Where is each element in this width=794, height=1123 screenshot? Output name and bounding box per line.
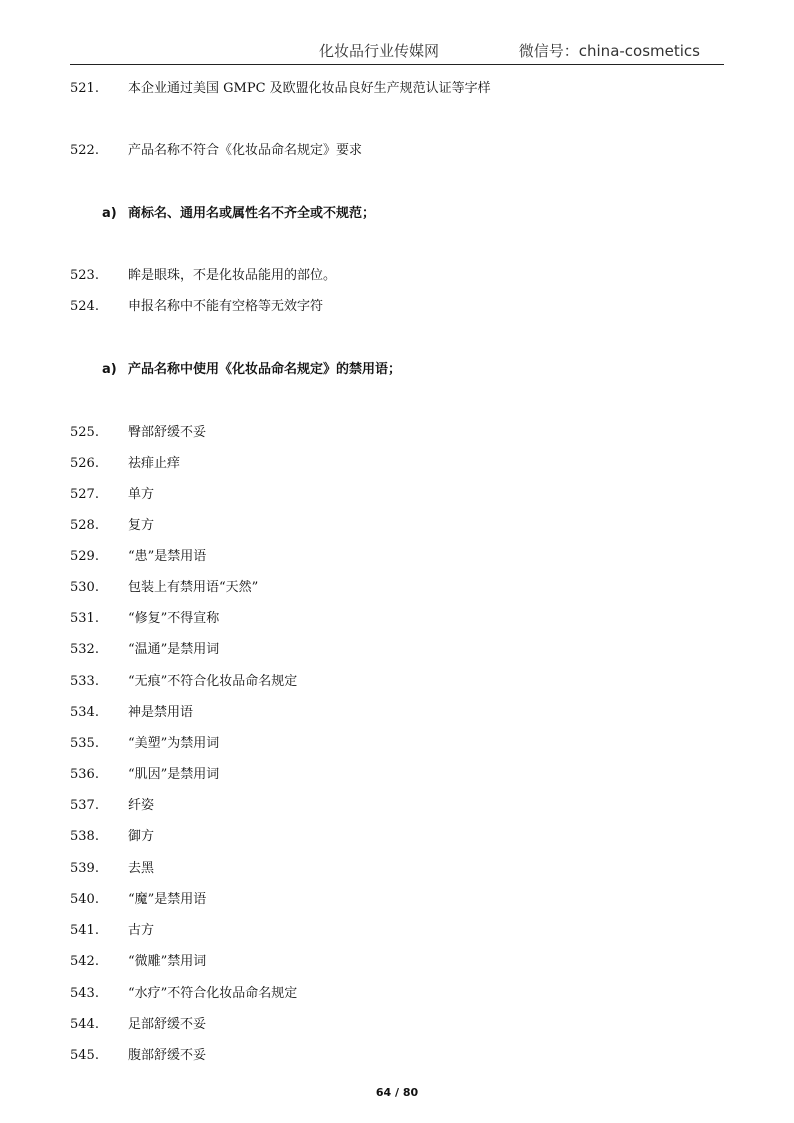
item-number: 525. bbox=[70, 425, 99, 440]
item-text: “水疗”不符合化妆品命名规定 bbox=[128, 986, 298, 1001]
item-number: 528. bbox=[70, 518, 99, 533]
subheading-text: 产品名称中使用《化妆品命名规定》的禁用语； bbox=[128, 362, 402, 377]
list-item bbox=[70, 891, 206, 909]
list-item bbox=[70, 610, 219, 628]
list-item bbox=[70, 766, 219, 784]
item-text: 包装上有禁用语“天然” bbox=[128, 580, 259, 595]
item-text: 产品名称不符合《化妆品命名规定》要求 bbox=[128, 143, 363, 158]
list-item bbox=[70, 486, 154, 504]
list-item bbox=[70, 828, 154, 846]
list-item bbox=[70, 517, 154, 535]
item-text: 神是禁用语 bbox=[128, 705, 194, 720]
item-number: 533. bbox=[70, 674, 99, 689]
item-number: 545. bbox=[70, 1048, 99, 1063]
item-text: “患”是禁用语 bbox=[128, 549, 207, 564]
item-number: 536. bbox=[70, 767, 99, 782]
list-item bbox=[70, 922, 154, 940]
item-number: 534. bbox=[70, 705, 99, 720]
subheading-marker: a) bbox=[102, 362, 117, 377]
list-item bbox=[70, 1016, 206, 1034]
item-number: 531. bbox=[70, 611, 99, 626]
item-text: 去黑 bbox=[128, 861, 155, 876]
subheading bbox=[102, 361, 401, 379]
item-text: 腹部舒缓不妥 bbox=[128, 1048, 207, 1063]
list-item bbox=[70, 80, 491, 98]
page-number: 64 / 80 bbox=[375, 1086, 419, 1099]
list-item bbox=[70, 641, 219, 659]
list-item bbox=[70, 985, 297, 1003]
page-header bbox=[70, 40, 724, 65]
header-site-title: 化妆品行业传媒网 bbox=[319, 42, 440, 60]
item-text: 臀部舒缓不妥 bbox=[128, 425, 207, 440]
item-text: “修复”不得宣称 bbox=[128, 611, 220, 626]
subheading bbox=[102, 205, 375, 223]
item-number: 537. bbox=[70, 798, 99, 813]
list-item bbox=[70, 860, 154, 878]
item-number: 538. bbox=[70, 829, 99, 844]
list-item bbox=[70, 548, 206, 566]
list-item bbox=[70, 673, 297, 691]
list-item bbox=[70, 579, 258, 597]
item-text: 足部舒缓不妥 bbox=[128, 1017, 207, 1032]
item-text: 申报名称中不能有空格等无效字符 bbox=[128, 299, 324, 314]
item-number: 524. bbox=[70, 299, 99, 314]
list-item bbox=[70, 424, 206, 442]
item-number: 535. bbox=[70, 736, 99, 751]
item-number: 523. bbox=[70, 268, 99, 283]
item-text: 古方 bbox=[128, 923, 155, 938]
item-text: “美塑”为禁用词 bbox=[128, 736, 220, 751]
item-text: “温通”是禁用词 bbox=[128, 642, 220, 657]
list-item bbox=[70, 267, 336, 285]
item-number: 544. bbox=[70, 1017, 99, 1032]
item-text: 复方 bbox=[128, 518, 155, 533]
item-number: 530. bbox=[70, 580, 99, 595]
item-text: “魔”是禁用语 bbox=[128, 892, 207, 907]
list-item bbox=[70, 797, 154, 815]
item-number: 542. bbox=[70, 954, 99, 969]
item-text: 纤姿 bbox=[128, 798, 155, 813]
item-text: 御方 bbox=[128, 829, 155, 844]
item-number: 543. bbox=[70, 986, 99, 1001]
item-text: “微雕”禁用词 bbox=[128, 954, 207, 969]
list-item bbox=[70, 953, 206, 971]
item-number: 527. bbox=[70, 487, 99, 502]
item-text: “无痕”不符合化妆品命名规定 bbox=[128, 674, 298, 689]
list-item bbox=[70, 1047, 206, 1065]
item-text: 祛痱止痒 bbox=[128, 456, 181, 471]
item-number: 541. bbox=[70, 923, 99, 938]
header-wechat-id: 微信号：china-cosmetics bbox=[518, 42, 700, 60]
subheading-text: 商标名、通用名或属性名不齐全或不规范； bbox=[128, 206, 376, 221]
item-text: 眸是眼珠，不是化妆品能用的部位。 bbox=[128, 268, 337, 283]
subheading-marker: a) bbox=[102, 206, 117, 221]
item-text: 本企业通过美国 GMPC 及欧盟化妆品良好生产规范认证等字样 bbox=[128, 81, 491, 96]
item-number: 539. bbox=[70, 861, 99, 876]
item-number: 522. bbox=[70, 143, 99, 158]
list-item bbox=[70, 735, 219, 753]
list-item bbox=[70, 142, 362, 160]
item-number: 532. bbox=[70, 642, 99, 657]
item-text: “肌因”是禁用词 bbox=[128, 767, 220, 782]
list-item bbox=[70, 704, 193, 722]
item-number: 529. bbox=[70, 549, 99, 564]
item-number: 521. bbox=[70, 81, 99, 96]
list-item bbox=[70, 455, 180, 473]
list-item bbox=[70, 298, 323, 316]
item-number: 540. bbox=[70, 892, 99, 907]
item-number: 526. bbox=[70, 456, 99, 471]
item-text: 单方 bbox=[128, 487, 155, 502]
